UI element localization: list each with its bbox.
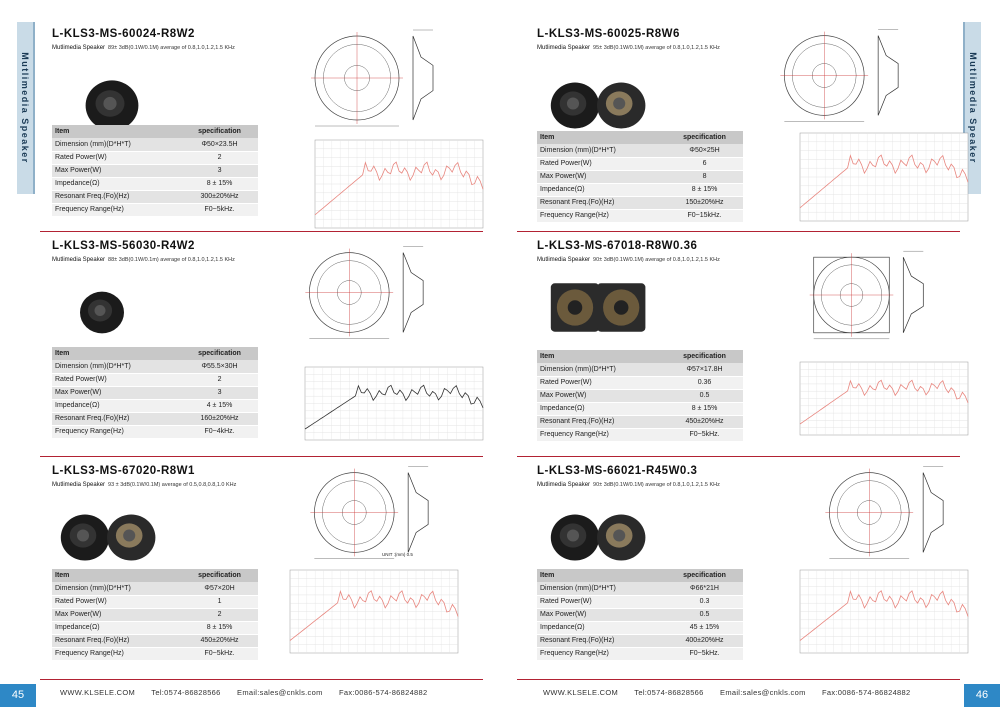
spec-value: 8 ± 15% xyxy=(181,621,258,634)
spec-row xyxy=(537,402,743,415)
spec-row xyxy=(537,634,743,647)
section-divider xyxy=(40,456,483,457)
spec-value: 6 xyxy=(666,157,743,170)
spec-row xyxy=(52,425,258,438)
spec-value: Φ66*21H xyxy=(666,582,743,595)
spec-value: 150±20%Hz xyxy=(666,196,743,209)
footer-contact-right xyxy=(543,688,924,697)
spec-header-cell: Item xyxy=(537,569,666,582)
spec-value: 4 ± 15% xyxy=(181,399,258,412)
spec-value: F0~4kHz. xyxy=(181,425,258,438)
spec-row xyxy=(537,621,743,634)
spec-row xyxy=(52,386,258,399)
spec-label: Resonant Freq.(Fo)(Hz) xyxy=(537,196,666,209)
spec-label: Frequency Range(Hz) xyxy=(52,203,181,216)
spec-row xyxy=(52,621,258,634)
product-subtitle xyxy=(52,257,235,263)
frequency-response-graph xyxy=(297,365,487,450)
sensitivity-note: 89± 3dB(0.1W/0.1M) average of 0.8,1.0,1.2,1.5 KHz xyxy=(108,45,235,51)
spec-value: 8 ± 15% xyxy=(181,177,258,190)
spec-value: 3 xyxy=(181,386,258,399)
unit-note: UNIT :(mm) 0.5 xyxy=(382,552,413,557)
spec-label: Dimension (mm)(D*H*T) xyxy=(52,582,181,595)
side-tab-label: Mutlimedia Speaker xyxy=(968,52,978,164)
spec-header-row xyxy=(52,125,258,138)
dimension-drawing xyxy=(297,245,482,340)
footer-website[interactable]: WWW.KLSELE.COM xyxy=(543,688,619,697)
product-subtitle xyxy=(52,45,235,51)
section-divider xyxy=(517,456,960,457)
footer-fax: Fax:0086-574-86824882 xyxy=(339,688,428,697)
spec-value: F0~5kHz. xyxy=(666,647,743,660)
spec-header-cell: specification xyxy=(181,347,258,360)
spec-row xyxy=(52,608,258,621)
spec-label: Max Power(W) xyxy=(52,608,181,621)
spec-table xyxy=(537,569,743,661)
spec-label: Resonant Freq.(Fo)(Hz) xyxy=(537,415,666,428)
spec-row xyxy=(52,647,258,660)
spec-label: Rated Power(W) xyxy=(537,595,666,608)
spec-row xyxy=(537,363,743,376)
spec-value: Φ50×23.5H xyxy=(181,138,258,151)
spec-value: F0~5kHz. xyxy=(181,647,258,660)
frequency-response-graph xyxy=(792,568,972,663)
spec-value: 450±20%Hz xyxy=(181,634,258,647)
product-title: L-KLS3-MS-60024-R8W2 xyxy=(52,28,195,40)
spec-label: Dimension (mm)(D*H*T) xyxy=(537,363,666,376)
spec-label: Dimension (mm)(D*H*T) xyxy=(537,582,666,595)
spec-label: Frequency Range(Hz) xyxy=(52,425,181,438)
spec-label: Impedance(Ω) xyxy=(537,402,666,415)
spec-label: Rated Power(W) xyxy=(52,373,181,386)
product-title: L-KLS3-MS-67018-R8W0.36 xyxy=(537,240,698,252)
spec-label: Dimension (mm)(D*H*T) xyxy=(52,360,181,373)
spec-row xyxy=(52,203,258,216)
spec-table xyxy=(52,347,258,439)
spec-value: 45 ± 15% xyxy=(666,621,743,634)
product-category: Mutlimedia Speaker xyxy=(537,482,591,488)
spec-row xyxy=(537,415,743,428)
dimension-drawing xyxy=(302,28,442,128)
spec-row xyxy=(52,399,258,412)
spec-table xyxy=(52,569,258,661)
spec-table xyxy=(537,131,743,223)
spec-label: Impedance(Ω) xyxy=(537,621,666,634)
dimension-drawing xyxy=(772,28,937,123)
spec-header-row xyxy=(52,347,258,360)
section-divider xyxy=(40,231,483,232)
spec-label: Max Power(W) xyxy=(537,608,666,621)
spec-row xyxy=(52,190,258,203)
spec-row xyxy=(52,582,258,595)
product-title: L-KLS3-MS-60025-R8W6 xyxy=(537,28,680,40)
spec-label: Dimension (mm)(D*H*T) xyxy=(537,144,666,157)
footer-email[interactable]: Email:sales@cnkls.com xyxy=(720,688,806,697)
speaker-photo xyxy=(52,500,162,575)
spec-row xyxy=(537,608,743,621)
spec-value: 2 xyxy=(181,373,258,386)
section-divider xyxy=(517,231,960,232)
spec-row xyxy=(52,164,258,177)
product-block xyxy=(537,465,977,685)
spec-row xyxy=(52,412,258,425)
spec-label: Resonant Freq.(Fo)(Hz) xyxy=(52,634,181,647)
spec-label: Resonant Freq.(Fo)(Hz) xyxy=(52,412,181,425)
spec-value: 8 ± 15% xyxy=(666,402,743,415)
spec-row xyxy=(537,647,743,660)
spec-value: 0.3 xyxy=(666,595,743,608)
product-block xyxy=(52,465,492,685)
product-category: Mutlimedia Speaker xyxy=(52,257,106,263)
spec-value: Φ57×17.8H xyxy=(666,363,743,376)
spec-header-row xyxy=(537,350,743,363)
spec-row xyxy=(537,582,743,595)
spec-value: 8 xyxy=(666,170,743,183)
spec-label: Max Power(W) xyxy=(537,389,666,402)
side-tab-left xyxy=(17,22,35,194)
spec-row xyxy=(52,151,258,164)
spec-label: Resonant Freq.(Fo)(Hz) xyxy=(537,634,666,647)
product-title: L-KLS3-MS-67020-R8W1 xyxy=(52,465,195,477)
spec-header-row xyxy=(537,569,743,582)
spec-label: Frequency Range(Hz) xyxy=(52,647,181,660)
spec-row xyxy=(537,389,743,402)
product-category: Mutlimedia Speaker xyxy=(52,482,106,488)
spec-value: 450±20%Hz xyxy=(666,415,743,428)
spec-row xyxy=(52,360,258,373)
spec-header-cell: Item xyxy=(537,131,666,144)
spec-label: Impedance(Ω) xyxy=(52,399,181,412)
spec-label: Rated Power(W) xyxy=(52,595,181,608)
spec-header-row xyxy=(52,569,258,582)
spec-value: 8 ± 15% xyxy=(666,183,743,196)
sensitivity-note: 88± 3dB(0.1W/0.1m) average of 0.8,1.0,1.2,1.5 KHz xyxy=(108,257,235,263)
section-divider xyxy=(517,679,960,680)
spec-row xyxy=(52,595,258,608)
spec-value: Φ55.5×30H xyxy=(181,360,258,373)
page-number-right: 46 xyxy=(964,684,1000,707)
spec-row xyxy=(537,183,743,196)
spec-value: 0.5 xyxy=(666,389,743,402)
spec-value: F0~5kHz. xyxy=(181,203,258,216)
sensitivity-note: 90± 3dB(0.1W/0.1M) average of 0.8,1.0,1.2,1.5 KHz xyxy=(593,482,720,488)
footer-tel: Tel:0574-86828566 xyxy=(634,688,704,697)
spec-label: Frequency Range(Hz) xyxy=(537,647,666,660)
sensitivity-note: 95± 3dB(0.1W/0.1M) average of 0.8,1.0,1.2,1.5 KHz xyxy=(593,45,720,51)
spec-header-cell: Item xyxy=(52,347,181,360)
side-tab-label: Mutlimedia Speaker xyxy=(20,52,30,164)
spec-value: 300±20%Hz xyxy=(181,190,258,203)
spec-header-cell: specification xyxy=(666,569,743,582)
dimension-drawing xyxy=(302,465,487,560)
product-subtitle xyxy=(537,482,720,488)
product-category: Mutlimedia Speaker xyxy=(537,257,591,263)
spec-table xyxy=(537,350,743,442)
speaker-photo xyxy=(542,505,652,570)
spec-header-cell: specification xyxy=(666,350,743,363)
spec-value: 0.36 xyxy=(666,376,743,389)
spec-table xyxy=(52,125,258,217)
dimension-drawing xyxy=(817,465,982,560)
spec-row xyxy=(52,138,258,151)
spec-header-cell: specification xyxy=(666,131,743,144)
speaker-photo xyxy=(52,275,152,350)
spec-row xyxy=(537,196,743,209)
spec-row xyxy=(537,595,743,608)
frequency-response-graph xyxy=(792,360,972,445)
product-subtitle xyxy=(537,257,720,263)
frequency-response-graph xyxy=(307,138,487,238)
spec-value: 1 xyxy=(181,595,258,608)
product-block xyxy=(537,240,977,460)
spec-label: Impedance(Ω) xyxy=(52,621,181,634)
spec-label: Rated Power(W) xyxy=(537,376,666,389)
spec-value: 2 xyxy=(181,608,258,621)
product-subtitle xyxy=(537,45,720,51)
product-title: L-KLS3-MS-66021-R45W0.3 xyxy=(537,465,698,477)
spec-row xyxy=(537,157,743,170)
spec-header-cell: Item xyxy=(52,125,181,138)
section-divider xyxy=(40,679,483,680)
spec-header-row xyxy=(537,131,743,144)
spec-row xyxy=(537,144,743,157)
spec-row xyxy=(52,177,258,190)
spec-label: Max Power(W) xyxy=(52,164,181,177)
spec-label: Rated Power(W) xyxy=(537,157,666,170)
spec-row xyxy=(52,634,258,647)
spec-label: Dimension (mm)(D*H*T) xyxy=(52,138,181,151)
frequency-response-graph xyxy=(282,568,462,663)
spec-value: 0.5 xyxy=(666,608,743,621)
speaker-photo xyxy=(542,275,652,340)
spec-value: Φ57×20H xyxy=(181,582,258,595)
product-subtitle xyxy=(52,482,236,488)
spec-label: Max Power(W) xyxy=(537,170,666,183)
spec-value: F0~15kHz. xyxy=(666,209,743,222)
spec-label: Resonant Freq.(Fo)(Hz) xyxy=(52,190,181,203)
product-title: L-KLS3-MS-56030-R4W2 xyxy=(52,240,195,252)
footer-website[interactable]: WWW.KLSELE.COM xyxy=(60,688,136,697)
spec-row xyxy=(537,209,743,222)
spec-value: 2 xyxy=(181,151,258,164)
spec-header-cell: specification xyxy=(181,569,258,582)
sensitivity-note: 93 ± 3dB(0.1W/0.1M) average of 0.5,0.8,0.8,1.0 KHz xyxy=(108,482,237,488)
spec-value: 3 xyxy=(181,164,258,177)
spec-value: Φ50×25H xyxy=(666,144,743,157)
spec-label: Rated Power(W) xyxy=(52,151,181,164)
frequency-response-graph xyxy=(792,131,972,231)
spec-label: Max Power(W) xyxy=(52,386,181,399)
spec-label: Impedance(Ω) xyxy=(52,177,181,190)
footer-email[interactable]: Email:sales@cnkls.com xyxy=(237,688,323,697)
spec-header-cell: Item xyxy=(537,350,666,363)
product-block xyxy=(52,240,492,460)
spec-label: Frequency Range(Hz) xyxy=(537,428,666,441)
dimension-drawing xyxy=(802,250,982,340)
sensitivity-note: 90± 3dB(0.1W/0.1M) average of 0.8,1.0,1.2,1.5 KHz xyxy=(593,257,720,263)
product-category: Mutlimedia Speaker xyxy=(52,45,106,51)
spec-label: Frequency Range(Hz) xyxy=(537,209,666,222)
product-category: Mutlimedia Speaker xyxy=(537,45,591,51)
spec-value: 160±20%Hz xyxy=(181,412,258,425)
footer-tel: Tel:0574-86828566 xyxy=(151,688,221,697)
footer-contact-left xyxy=(60,688,441,697)
spec-value: F0~5kHz. xyxy=(666,428,743,441)
spec-row xyxy=(537,428,743,441)
spec-header-cell: Item xyxy=(52,569,181,582)
spec-header-cell: specification xyxy=(181,125,258,138)
spec-label: Impedance(Ω) xyxy=(537,183,666,196)
product-block xyxy=(52,28,492,248)
page-number-left: 45 xyxy=(0,684,36,707)
spec-row xyxy=(537,170,743,183)
spec-row xyxy=(52,373,258,386)
product-block xyxy=(537,28,977,248)
footer-fax: Fax:0086-574-86824882 xyxy=(822,688,911,697)
spec-row xyxy=(537,376,743,389)
spec-value: 400±20%Hz xyxy=(666,634,743,647)
